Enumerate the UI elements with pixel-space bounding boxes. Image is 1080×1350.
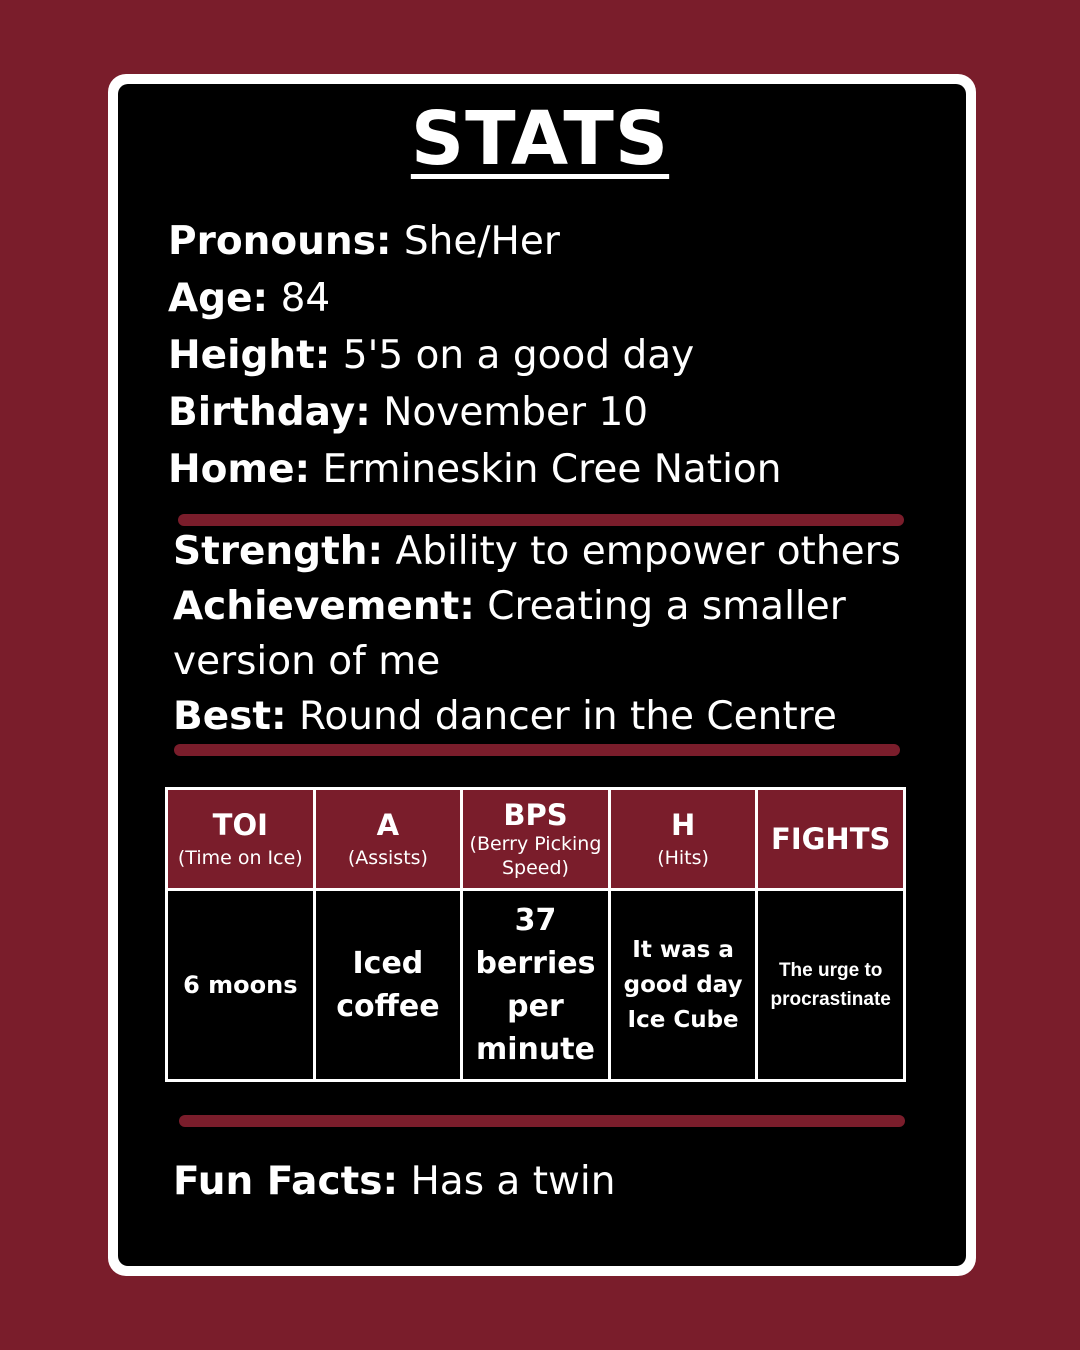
height-field: Height: 5'5 on a good day (168, 333, 695, 378)
table-header-row (167, 789, 905, 890)
header-bps: BPS (Berry Picking Speed) (462, 789, 610, 890)
strength-field: Strength: Ability to empower others (173, 529, 901, 574)
divider-3 (179, 1115, 905, 1127)
header-assists: A (Assists) (314, 789, 462, 890)
header-fights: FIGHTS (757, 789, 905, 890)
cell-hits: It was a good day Ice Cube (609, 890, 757, 1081)
divider-2 (174, 744, 900, 756)
table-row (167, 890, 905, 1081)
page-title: STATS (410, 96, 670, 182)
header-toi: TOI (Time on Ice) (167, 789, 315, 890)
birthday-field: Birthday: November 10 (168, 390, 649, 435)
cell-fights: The urge to procrastinate (757, 890, 905, 1081)
cell-toi: 6 moons (167, 890, 315, 1081)
cell-bps: 37 berries per minute (462, 890, 610, 1081)
achievement-field: Achievement: Creating a smaller version of me (173, 584, 846, 684)
fun-facts-field: Fun Facts: Has a twin (173, 1159, 616, 1204)
stats-table (165, 787, 906, 1082)
header-hits: H (Hits) (609, 789, 757, 890)
home-field: Home: Ermineskin Cree Nation (168, 447, 782, 492)
best-field: Best: Round dancer in the Centre (173, 694, 837, 739)
age-field: Age: 84 (168, 276, 331, 321)
cell-assists: Iced coffee (314, 890, 462, 1081)
pronouns-field: Pronouns: She/Her (168, 219, 560, 264)
